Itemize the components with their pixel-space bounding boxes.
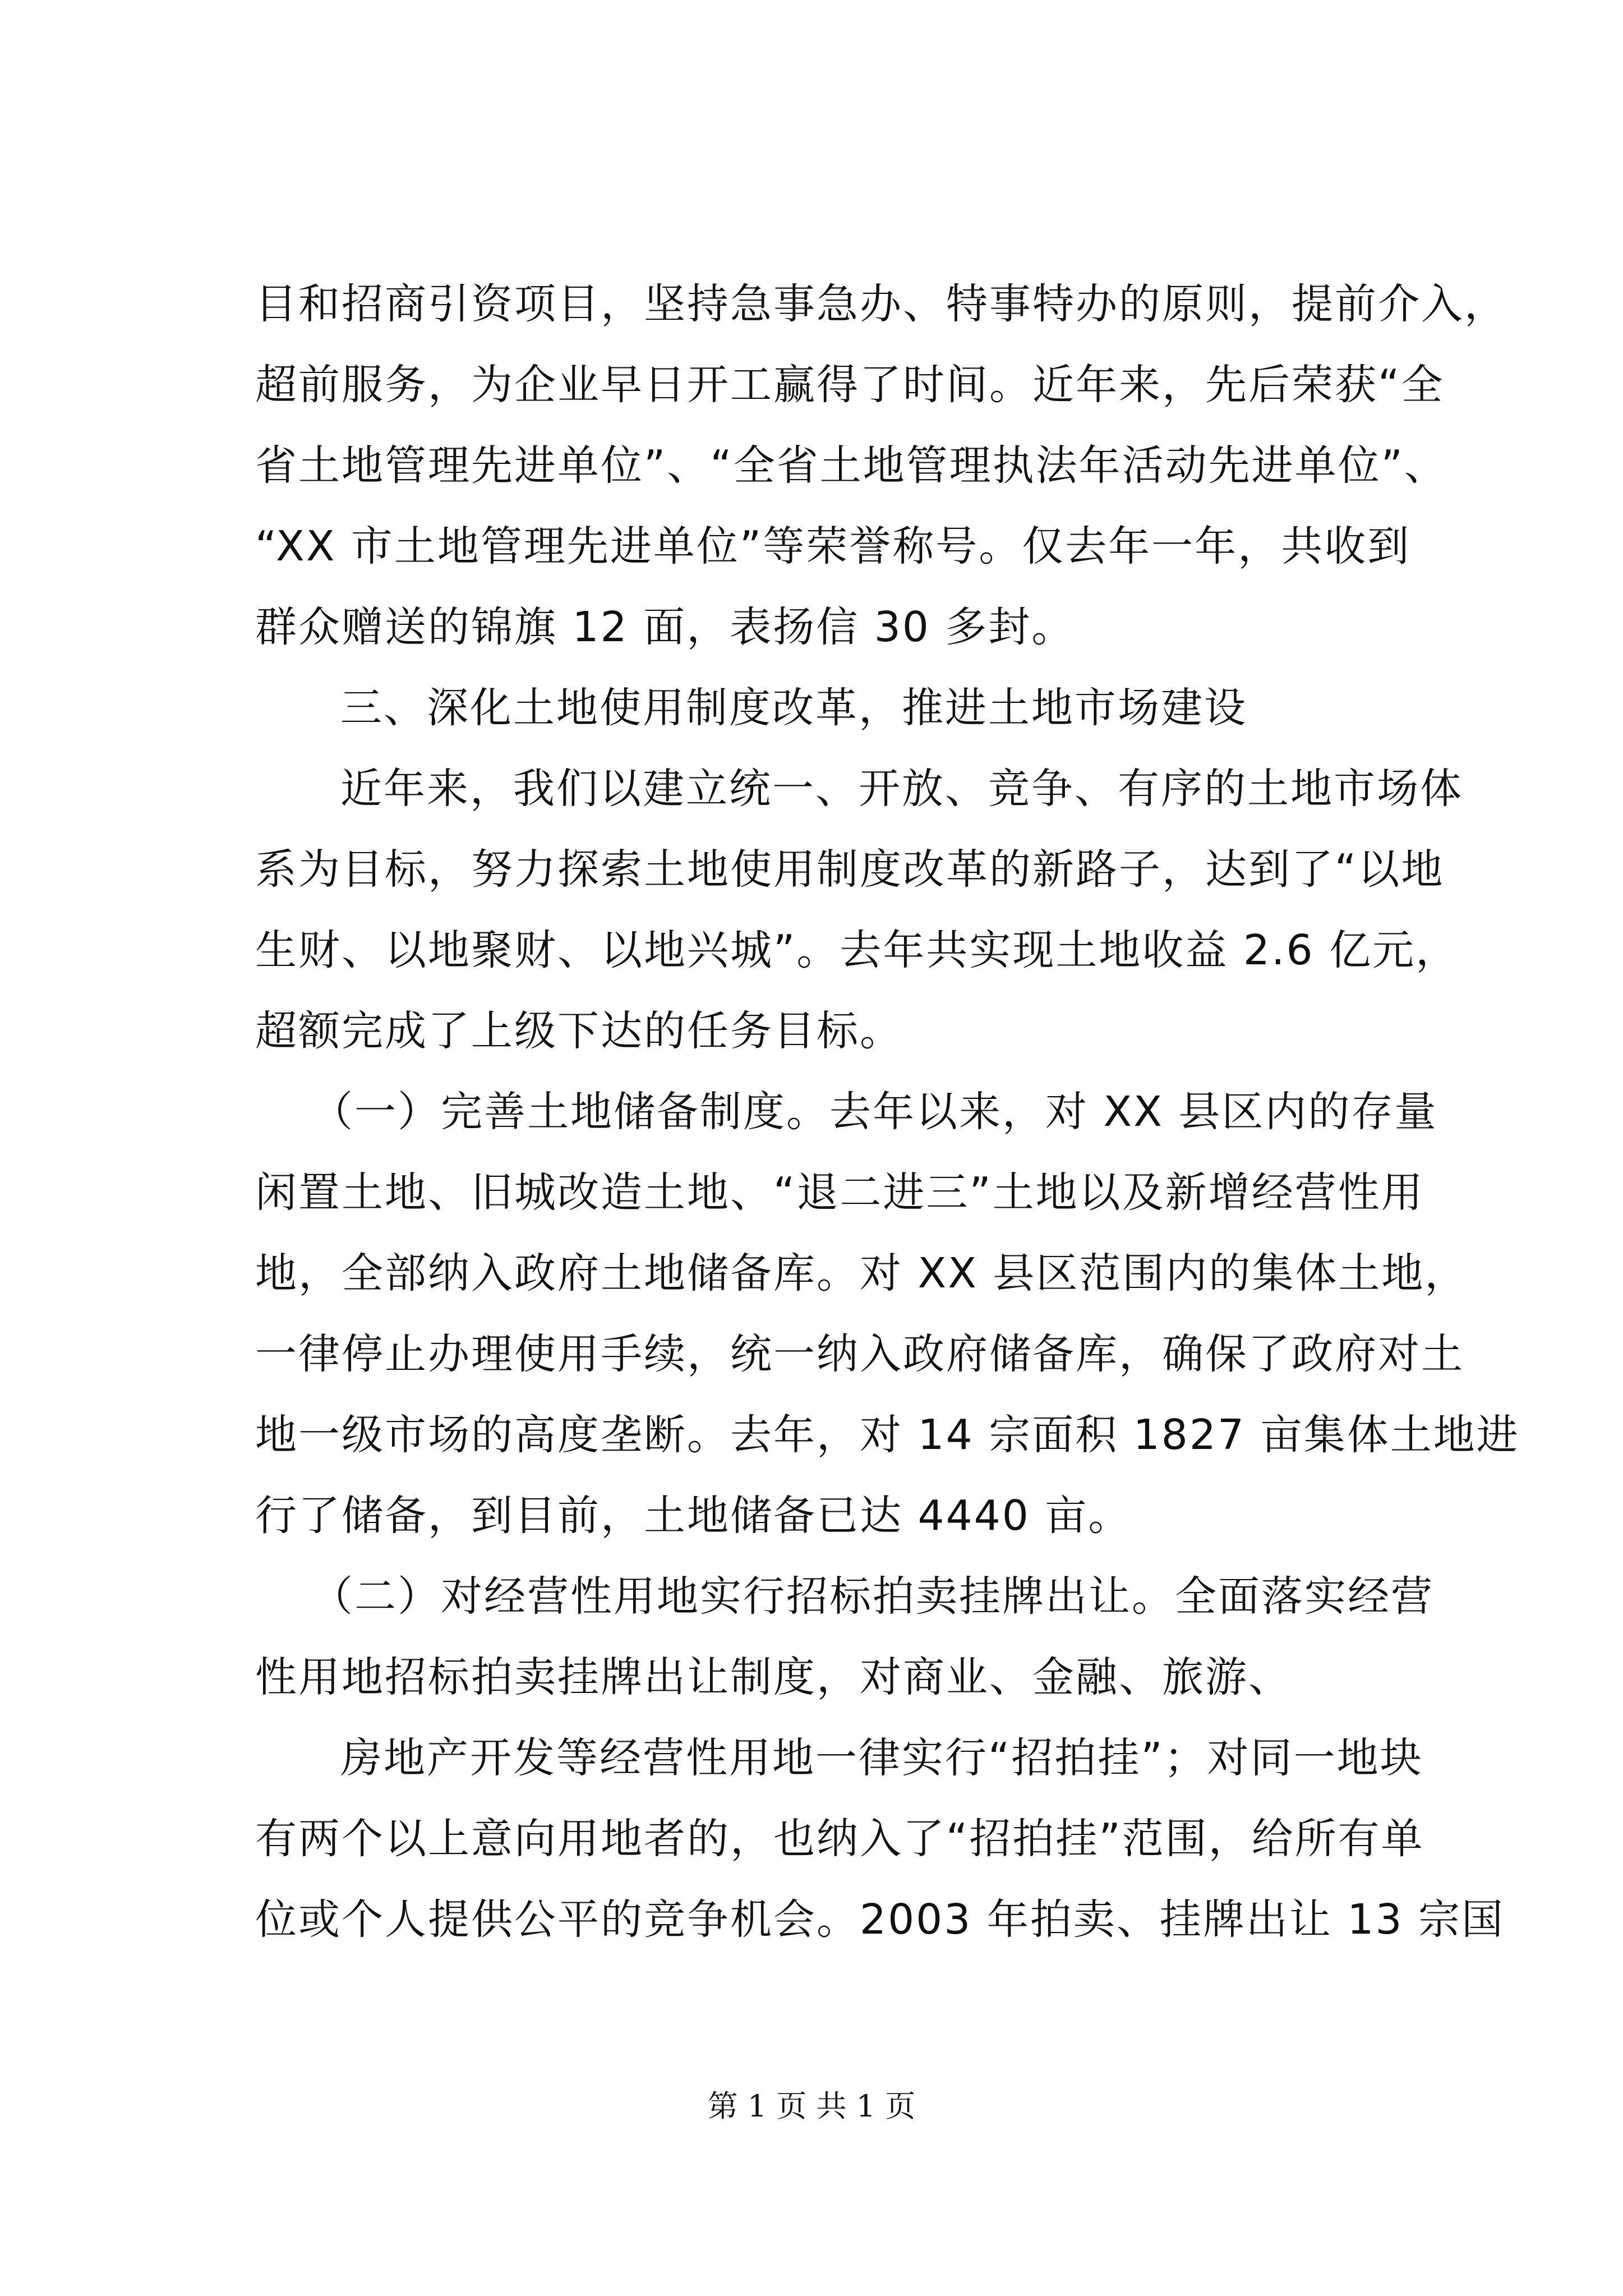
text-line: 系为目标，努力探索土地使用制度改革的新路子，达到了“以地	[255, 845, 1445, 894]
subsection-line: （二）对经营性用地实行招标拍卖挂牌出让。全面落实经营	[311, 1572, 1434, 1621]
text-line: 生财、以地聚财、以地兴城”。去年共实现土地收益 2.6 亿元，	[255, 926, 1459, 974]
text-line: 位或个人提供公平的竞争机会。2003 年拍卖、挂牌出让 13 宗国	[255, 1895, 1505, 1944]
text-line: 性用地招标拍卖挂牌出让制度，对商业、金融、旅游、	[255, 1653, 1292, 1701]
text-line: “XX 市土地管理先进单位”等荣誉称号。仅去年一年，共收到	[255, 522, 1411, 570]
text-line: 房地产开发等经营性用地一律实行“招拍挂”；对同一地块	[340, 1734, 1423, 1782]
text-line: 闲置土地、旧城改造土地、“退二进三”土地以及新增经营性用	[255, 1168, 1424, 1217]
text-line: 地一级市场的高度垄断。去年，对 14 宗面积 1827 亩集体土地进	[255, 1411, 1520, 1459]
text-line: 地，全部纳入政府土地储备库。对 XX 县区范围内的集体土地，	[255, 1249, 1468, 1297]
text-line: 目和招商引资项目，坚持急事急办、特事特办的原则，提前介入，	[255, 280, 1507, 328]
section-heading: 三、深化土地使用制度改革，推进土地市场建设	[340, 684, 1247, 732]
text-line: 群众赠送的锦旗 12 面，表扬信 30 多封。	[255, 603, 1075, 651]
body-text	[255, 264, 1520, 1960]
text-line: 行了储备，到目前，土地储备已达 4440 亩。	[255, 1492, 1132, 1540]
page-footer: 第 1 页 共 1 页	[707, 2088, 916, 2124]
text-line: 一律停止办理使用手续，统一纳入政府储备库，确保了政府对土	[255, 1330, 1464, 1378]
text-line: 超额完成了上级下达的任务目标。	[255, 1007, 903, 1055]
subsection-line: （一）完善土地储备制度。去年以来，对 XX 县区内的存量	[311, 1088, 1438, 1136]
text-line: 近年来，我们以建立统一、开放、竞争、有序的土地市场体	[340, 765, 1463, 813]
text-line: 省土地管理先进单位”、“全省土地管理执法年活动先进单位”、	[255, 441, 1448, 490]
text-line: 超前服务，为企业早日开工赢得了时间。近年来，先后荣获“全	[255, 361, 1445, 409]
text-line: 有两个以上意向用地者的，也纳入了“招拍挂”范围，给所有单	[255, 1815, 1424, 1863]
